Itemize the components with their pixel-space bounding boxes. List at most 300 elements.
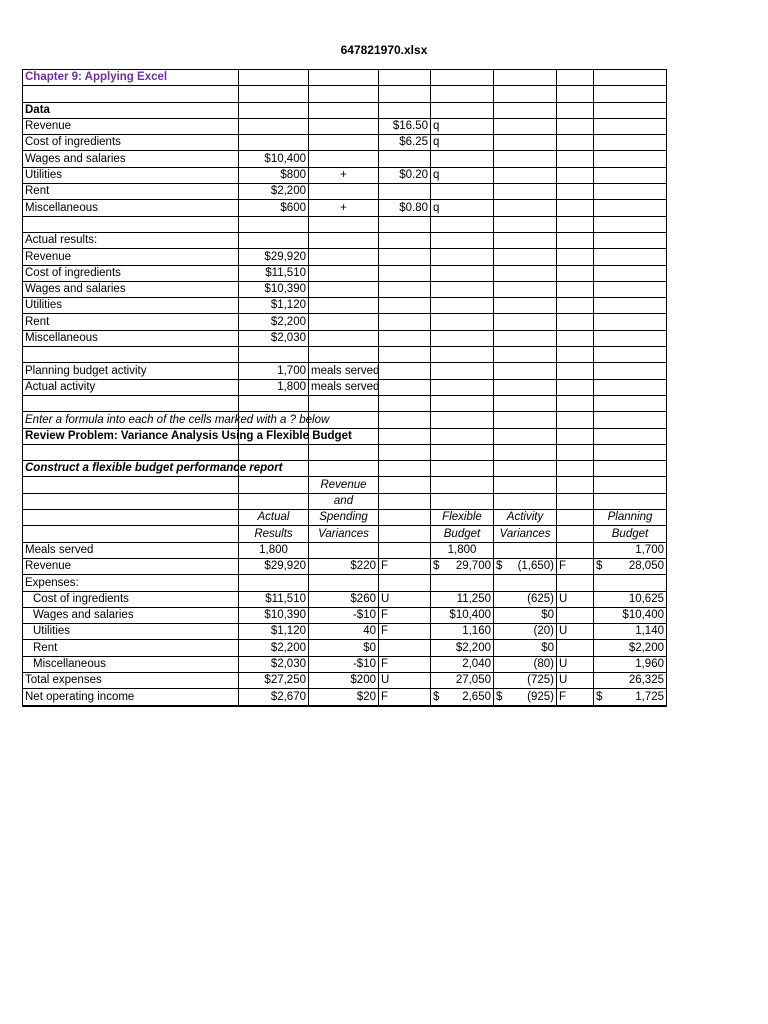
sheet-cell[interactable] — [494, 298, 557, 314]
sheet-cell[interactable] — [379, 461, 431, 477]
sheet-cell[interactable] — [431, 347, 494, 363]
sheet-cell[interactable]: F — [379, 624, 431, 640]
sheet-cell[interactable]: 1,800 — [239, 542, 309, 558]
sheet-cell[interactable] — [379, 216, 431, 232]
sheet-cell[interactable]: meals served — [309, 379, 379, 395]
sheet-cell[interactable] — [431, 379, 494, 395]
sheet-cell[interactable] — [309, 444, 379, 460]
sheet-cell[interactable] — [309, 118, 379, 134]
sheet-cell[interactable] — [239, 477, 309, 493]
sheet-cell[interactable]: $200 — [309, 672, 379, 688]
sheet-cell[interactable]: $11,510 — [239, 265, 309, 281]
sheet-cell[interactable]: $800 — [239, 167, 309, 183]
sheet-cell[interactable]: $16.50 — [379, 118, 431, 134]
sheet-cell[interactable] — [494, 232, 557, 248]
sheet-cell[interactable]: + — [309, 200, 379, 216]
sheet-cell[interactable] — [494, 542, 557, 558]
sheet-cell[interactable] — [239, 575, 309, 591]
sheet-cell[interactable] — [594, 135, 667, 151]
sheet-cell[interactable]: $2,200 — [594, 640, 667, 656]
sheet-cell[interactable]: U — [557, 591, 594, 607]
sheet-cell[interactable] — [494, 151, 557, 167]
sheet-cell[interactable] — [594, 232, 667, 248]
sheet-cell[interactable]: $10,400 — [594, 607, 667, 623]
sheet-cell[interactable] — [379, 347, 431, 363]
sheet-cell[interactable]: Data — [23, 102, 239, 118]
sheet-cell[interactable] — [431, 412, 494, 428]
sheet-cell[interactable] — [494, 330, 557, 346]
sheet-cell[interactable]: Miscellaneous — [23, 656, 239, 672]
sheet-cell[interactable] — [239, 347, 309, 363]
sheet-cell[interactable]: Rent — [23, 184, 239, 200]
sheet-cell[interactable] — [431, 249, 494, 265]
sheet-cell[interactable] — [309, 86, 379, 102]
sheet-cell[interactable] — [494, 412, 557, 428]
sheet-cell[interactable] — [494, 689, 557, 706]
sheet-cell[interactable]: $0 — [309, 640, 379, 656]
sheet-cell[interactable] — [379, 363, 431, 379]
sheet-cell[interactable]: F — [379, 689, 431, 706]
sheet-cell[interactable]: 10,625 — [594, 591, 667, 607]
sheet-cell[interactable]: Miscellaneous — [23, 330, 239, 346]
sheet-cell[interactable] — [431, 395, 494, 411]
sheet-cell[interactable] — [379, 493, 431, 509]
sheet-cell[interactable] — [431, 298, 494, 314]
sheet-cell[interactable]: Planning — [594, 510, 667, 526]
sheet-cell[interactable] — [431, 575, 494, 591]
sheet-cell[interactable]: + — [309, 167, 379, 183]
sheet-cell[interactable] — [309, 70, 379, 86]
sheet-cell[interactable] — [594, 689, 667, 706]
sheet-cell[interactable] — [494, 184, 557, 200]
sheet-cell[interactable] — [431, 184, 494, 200]
sheet-cell[interactable] — [594, 493, 667, 509]
sheet-cell[interactable]: Rent — [23, 314, 239, 330]
sheet-cell[interactable]: $600 — [239, 200, 309, 216]
sheet-cell[interactable] — [557, 232, 594, 248]
sheet-cell[interactable] — [379, 575, 431, 591]
sheet-cell[interactable]: F — [379, 607, 431, 623]
sheet-cell[interactable] — [309, 281, 379, 297]
sheet-cell[interactable] — [379, 444, 431, 460]
sheet-cell[interactable] — [494, 135, 557, 151]
sheet-cell[interactable] — [557, 216, 594, 232]
sheet-cell[interactable] — [23, 493, 239, 509]
sheet-cell[interactable]: $0.80 — [379, 200, 431, 216]
sheet-cell[interactable] — [494, 428, 557, 444]
sheet-cell[interactable] — [494, 347, 557, 363]
sheet-cell[interactable] — [309, 151, 379, 167]
sheet-cell[interactable] — [594, 412, 667, 428]
sheet-cell[interactable]: U — [379, 672, 431, 688]
sheet-cell[interactable]: Activity — [494, 510, 557, 526]
sheet-cell[interactable] — [557, 314, 594, 330]
sheet-cell[interactable] — [557, 70, 594, 86]
sheet-cell[interactable]: $0 — [494, 607, 557, 623]
sheet-cell[interactable]: 1,700 — [594, 542, 667, 558]
sheet-cell[interactable] — [557, 330, 594, 346]
sheet-cell[interactable]: $2,030 — [239, 330, 309, 346]
sheet-cell[interactable]: Revenue — [23, 118, 239, 134]
sheet-cell[interactable]: Results — [239, 526, 309, 542]
sheet-cell[interactable]: $10,390 — [239, 607, 309, 623]
sheet-cell[interactable] — [431, 363, 494, 379]
sheet-cell[interactable] — [494, 493, 557, 509]
sheet-cell[interactable] — [494, 216, 557, 232]
sheet-cell[interactable]: Wages and salaries — [23, 281, 239, 297]
sheet-cell[interactable] — [309, 314, 379, 330]
sheet-cell[interactable]: Total expenses — [23, 672, 239, 688]
sheet-cell[interactable] — [494, 444, 557, 460]
sheet-cell[interactable] — [557, 526, 594, 542]
sheet-cell[interactable] — [594, 330, 667, 346]
sheet-cell[interactable]: $11,510 — [239, 591, 309, 607]
sheet-cell[interactable] — [594, 298, 667, 314]
sheet-cell[interactable] — [557, 249, 594, 265]
sheet-cell[interactable] — [379, 86, 431, 102]
sheet-cell[interactable] — [594, 102, 667, 118]
sheet-cell[interactable] — [557, 428, 594, 444]
sheet-cell[interactable] — [309, 461, 379, 477]
sheet-cell[interactable]: Chapter 9: Applying Excel — [23, 70, 239, 86]
sheet-cell[interactable] — [431, 558, 494, 574]
sheet-cell[interactable] — [594, 558, 667, 574]
sheet-cell[interactable]: Budget — [594, 526, 667, 542]
sheet-cell[interactable]: Utilities — [23, 298, 239, 314]
sheet-cell[interactable] — [557, 412, 594, 428]
sheet-cell[interactable] — [379, 526, 431, 542]
sheet-cell[interactable] — [557, 118, 594, 134]
sheet-cell[interactable]: $2,200 — [239, 640, 309, 656]
sheet-cell[interactable] — [431, 151, 494, 167]
sheet-cell[interactable]: $1,120 — [239, 298, 309, 314]
sheet-cell[interactable] — [23, 526, 239, 542]
sheet-cell[interactable] — [431, 216, 494, 232]
sheet-cell[interactable] — [239, 493, 309, 509]
sheet-cell[interactable] — [594, 395, 667, 411]
sheet-cell[interactable] — [379, 281, 431, 297]
sheet-cell[interactable]: $29,920 — [239, 249, 309, 265]
sheet-cell[interactable] — [557, 167, 594, 183]
sheet-cell[interactable] — [431, 281, 494, 297]
sheet-cell[interactable] — [557, 135, 594, 151]
sheet-cell[interactable] — [557, 379, 594, 395]
sheet-cell[interactable] — [557, 363, 594, 379]
sheet-cell[interactable]: 1,140 — [594, 624, 667, 640]
sheet-cell[interactable] — [23, 477, 239, 493]
sheet-cell[interactable] — [557, 102, 594, 118]
sheet-cell[interactable]: Miscellaneous — [23, 200, 239, 216]
sheet-cell[interactable] — [557, 200, 594, 216]
sheet-cell[interactable] — [23, 347, 239, 363]
sheet-cell[interactable]: Utilities — [23, 167, 239, 183]
sheet-cell[interactable] — [557, 281, 594, 297]
sheet-cell[interactable]: 1,960 — [594, 656, 667, 672]
sheet-cell[interactable]: -$10 — [309, 607, 379, 623]
sheet-cell[interactable] — [239, 118, 309, 134]
sheet-cell[interactable]: $2,200 — [239, 184, 309, 200]
sheet-cell[interactable] — [309, 232, 379, 248]
sheet-cell[interactable] — [431, 461, 494, 477]
sheet-cell[interactable] — [494, 102, 557, 118]
sheet-cell[interactable]: Actual activity — [23, 379, 239, 395]
sheet-cell[interactable] — [309, 184, 379, 200]
sheet-cell[interactable]: (80) — [494, 656, 557, 672]
sheet-cell[interactable] — [594, 444, 667, 460]
sheet-cell[interactable] — [594, 118, 667, 134]
sheet-cell[interactable]: F — [557, 689, 594, 706]
sheet-cell[interactable] — [494, 86, 557, 102]
sheet-cell[interactable] — [494, 363, 557, 379]
sheet-cell[interactable]: Meals served — [23, 542, 239, 558]
sheet-cell[interactable] — [379, 477, 431, 493]
sheet-cell[interactable] — [239, 70, 309, 86]
sheet-cell[interactable] — [431, 70, 494, 86]
sheet-cell[interactable] — [379, 640, 431, 656]
sheet-cell[interactable]: U — [557, 624, 594, 640]
sheet-cell[interactable]: Variances — [309, 526, 379, 542]
sheet-cell[interactable]: 26,325 — [594, 672, 667, 688]
sheet-cell[interactable] — [494, 477, 557, 493]
sheet-cell[interactable]: Spending — [309, 510, 379, 526]
sheet-cell[interactable] — [309, 298, 379, 314]
sheet-cell[interactable] — [309, 395, 379, 411]
sheet-cell[interactable] — [379, 265, 431, 281]
sheet-cell[interactable] — [239, 86, 309, 102]
sheet-cell[interactable]: $2,200 — [431, 640, 494, 656]
sheet-cell[interactable] — [557, 184, 594, 200]
sheet-cell[interactable] — [379, 184, 431, 200]
sheet-cell[interactable] — [494, 461, 557, 477]
sheet-cell[interactable]: Cost of ingredients — [23, 265, 239, 281]
sheet-cell[interactable] — [594, 477, 667, 493]
sheet-cell[interactable]: and — [309, 493, 379, 509]
sheet-cell[interactable]: $20 — [309, 689, 379, 706]
sheet-cell[interactable] — [431, 330, 494, 346]
sheet-cell[interactable]: Variances — [494, 526, 557, 542]
sheet-cell[interactable] — [431, 493, 494, 509]
sheet-cell[interactable]: Review Problem: Variance Analysis Using a Flexible Budget — [23, 428, 239, 444]
sheet-cell[interactable] — [23, 216, 239, 232]
sheet-cell[interactable] — [379, 330, 431, 346]
sheet-cell[interactable]: meals served — [309, 363, 379, 379]
sheet-cell[interactable] — [594, 281, 667, 297]
sheet-cell[interactable] — [594, 216, 667, 232]
sheet-cell[interactable]: Enter a formula into each of the cells marked with a ? below — [23, 412, 239, 428]
sheet-cell[interactable] — [431, 689, 494, 706]
sheet-cell[interactable] — [309, 347, 379, 363]
sheet-cell[interactable]: Wages and salaries — [23, 151, 239, 167]
sheet-cell[interactable] — [309, 216, 379, 232]
sheet-cell[interactable] — [557, 395, 594, 411]
sheet-cell[interactable] — [379, 102, 431, 118]
sheet-cell[interactable] — [309, 330, 379, 346]
sheet-cell[interactable] — [557, 444, 594, 460]
sheet-cell[interactable] — [431, 265, 494, 281]
sheet-cell[interactable]: $2,670 — [239, 689, 309, 706]
sheet-cell[interactable] — [23, 510, 239, 526]
sheet-cell[interactable] — [239, 395, 309, 411]
sheet-cell[interactable] — [431, 428, 494, 444]
sheet-cell[interactable]: Budget — [431, 526, 494, 542]
sheet-cell[interactable]: $27,250 — [239, 672, 309, 688]
sheet-cell[interactable] — [309, 542, 379, 558]
sheet-cell[interactable] — [379, 298, 431, 314]
sheet-cell[interactable] — [239, 232, 309, 248]
sheet-cell[interactable] — [309, 265, 379, 281]
sheet-cell[interactable]: 1,800 — [431, 542, 494, 558]
sheet-cell[interactable]: U — [379, 591, 431, 607]
sheet-cell[interactable] — [431, 232, 494, 248]
sheet-cell[interactable] — [239, 216, 309, 232]
sheet-cell[interactable]: (625) — [494, 591, 557, 607]
sheet-cell[interactable] — [494, 200, 557, 216]
sheet-cell[interactable]: 2,040 — [431, 656, 494, 672]
sheet-cell[interactable] — [494, 265, 557, 281]
sheet-cell[interactable] — [557, 151, 594, 167]
sheet-cell[interactable] — [594, 363, 667, 379]
sheet-cell[interactable] — [494, 379, 557, 395]
sheet-cell[interactable] — [431, 444, 494, 460]
sheet-cell[interactable] — [23, 444, 239, 460]
sheet-cell[interactable]: q — [431, 200, 494, 216]
sheet-cell[interactable]: Planning budget activity — [23, 363, 239, 379]
sheet-cell[interactable]: F — [557, 558, 594, 574]
sheet-cell[interactable] — [23, 86, 239, 102]
sheet-cell[interactable] — [494, 118, 557, 134]
sheet-cell[interactable] — [239, 135, 309, 151]
sheet-cell[interactable] — [594, 379, 667, 395]
sheet-cell[interactable] — [494, 558, 557, 574]
sheet-cell[interactable] — [557, 86, 594, 102]
sheet-cell[interactable]: 1,800 — [239, 379, 309, 395]
sheet-cell[interactable]: $10,400 — [431, 607, 494, 623]
sheet-cell[interactable] — [557, 640, 594, 656]
sheet-cell[interactable]: $0.20 — [379, 167, 431, 183]
sheet-cell[interactable] — [379, 510, 431, 526]
sheet-cell[interactable]: Utilities — [23, 624, 239, 640]
sheet-cell[interactable] — [431, 102, 494, 118]
sheet-cell[interactable] — [431, 477, 494, 493]
sheet-cell[interactable]: q — [431, 135, 494, 151]
sheet-cell[interactable] — [494, 281, 557, 297]
sheet-cell[interactable]: Cost of ingredients — [23, 591, 239, 607]
sheet-cell[interactable]: 1,700 — [239, 363, 309, 379]
sheet-cell[interactable] — [557, 298, 594, 314]
sheet-cell[interactable] — [494, 167, 557, 183]
sheet-cell[interactable] — [379, 379, 431, 395]
sheet-cell[interactable] — [557, 477, 594, 493]
sheet-cell[interactable] — [494, 395, 557, 411]
sheet-cell[interactable]: $220 — [309, 558, 379, 574]
sheet-cell[interactable] — [379, 542, 431, 558]
sheet-cell[interactable]: $0 — [494, 640, 557, 656]
sheet-cell[interactable]: Revenue — [23, 558, 239, 574]
sheet-cell[interactable]: Net operating income — [23, 689, 239, 706]
sheet-cell[interactable]: Actual — [239, 510, 309, 526]
sheet-cell[interactable] — [379, 151, 431, 167]
sheet-cell[interactable]: Flexible — [431, 510, 494, 526]
sheet-cell[interactable]: 1,160 — [431, 624, 494, 640]
sheet-cell[interactable]: Expenses: — [23, 575, 239, 591]
sheet-cell[interactable]: $260 — [309, 591, 379, 607]
sheet-cell[interactable] — [379, 249, 431, 265]
sheet-cell[interactable] — [557, 347, 594, 363]
sheet-cell[interactable] — [494, 575, 557, 591]
sheet-cell[interactable]: 27,050 — [431, 672, 494, 688]
sheet-cell[interactable] — [379, 395, 431, 411]
sheet-cell[interactable]: $10,400 — [239, 151, 309, 167]
sheet-cell[interactable]: U — [557, 672, 594, 688]
sheet-cell[interactable] — [557, 607, 594, 623]
sheet-cell[interactable]: $1,120 — [239, 624, 309, 640]
sheet-cell[interactable]: Rent — [23, 640, 239, 656]
sheet-cell[interactable]: 40 — [309, 624, 379, 640]
sheet-cell[interactable] — [594, 575, 667, 591]
sheet-cell[interactable] — [379, 428, 431, 444]
sheet-cell[interactable] — [594, 200, 667, 216]
sheet-cell[interactable]: Cost of ingredients — [23, 135, 239, 151]
sheet-cell[interactable] — [379, 412, 431, 428]
sheet-cell[interactable] — [557, 542, 594, 558]
sheet-cell[interactable] — [557, 265, 594, 281]
sheet-cell[interactable] — [23, 395, 239, 411]
sheet-cell[interactable] — [594, 86, 667, 102]
sheet-cell[interactable]: Revenue — [23, 249, 239, 265]
sheet-cell[interactable] — [594, 70, 667, 86]
sheet-cell[interactable] — [594, 151, 667, 167]
sheet-cell[interactable] — [494, 314, 557, 330]
sheet-cell[interactable] — [594, 167, 667, 183]
sheet-cell[interactable] — [594, 184, 667, 200]
sheet-cell[interactable] — [594, 428, 667, 444]
sheet-cell[interactable]: -$10 — [309, 656, 379, 672]
sheet-cell[interactable]: 11,250 — [431, 591, 494, 607]
sheet-cell[interactable] — [379, 70, 431, 86]
sheet-cell[interactable]: $2,030 — [239, 656, 309, 672]
sheet-cell[interactable]: F — [379, 656, 431, 672]
sheet-cell[interactable] — [239, 444, 309, 460]
sheet-cell[interactable] — [494, 70, 557, 86]
sheet-cell[interactable] — [309, 102, 379, 118]
sheet-cell[interactable] — [379, 314, 431, 330]
sheet-cell[interactable] — [431, 314, 494, 330]
sheet-cell[interactable] — [557, 493, 594, 509]
sheet-cell[interactable] — [594, 461, 667, 477]
sheet-cell[interactable]: q — [431, 167, 494, 183]
sheet-cell[interactable] — [494, 249, 557, 265]
sheet-cell[interactable]: (20) — [494, 624, 557, 640]
sheet-cell[interactable]: F — [379, 558, 431, 574]
sheet-cell[interactable] — [557, 575, 594, 591]
sheet-cell[interactable]: Actual results: — [23, 232, 239, 248]
sheet-cell[interactable] — [309, 135, 379, 151]
sheet-cell[interactable]: $2,200 — [239, 314, 309, 330]
sheet-cell[interactable] — [309, 249, 379, 265]
sheet-cell[interactable] — [431, 86, 494, 102]
sheet-cell[interactable] — [239, 102, 309, 118]
sheet-cell[interactable] — [557, 510, 594, 526]
sheet-cell[interactable]: Wages and salaries — [23, 607, 239, 623]
sheet-cell[interactable]: (725) — [494, 672, 557, 688]
sheet-cell[interactable] — [379, 232, 431, 248]
sheet-cell[interactable] — [557, 461, 594, 477]
sheet-cell[interactable] — [594, 314, 667, 330]
sheet-cell[interactable]: Revenue — [309, 477, 379, 493]
sheet-cell[interactable] — [594, 265, 667, 281]
sheet-cell[interactable]: $6.25 — [379, 135, 431, 151]
sheet-cell[interactable] — [594, 249, 667, 265]
